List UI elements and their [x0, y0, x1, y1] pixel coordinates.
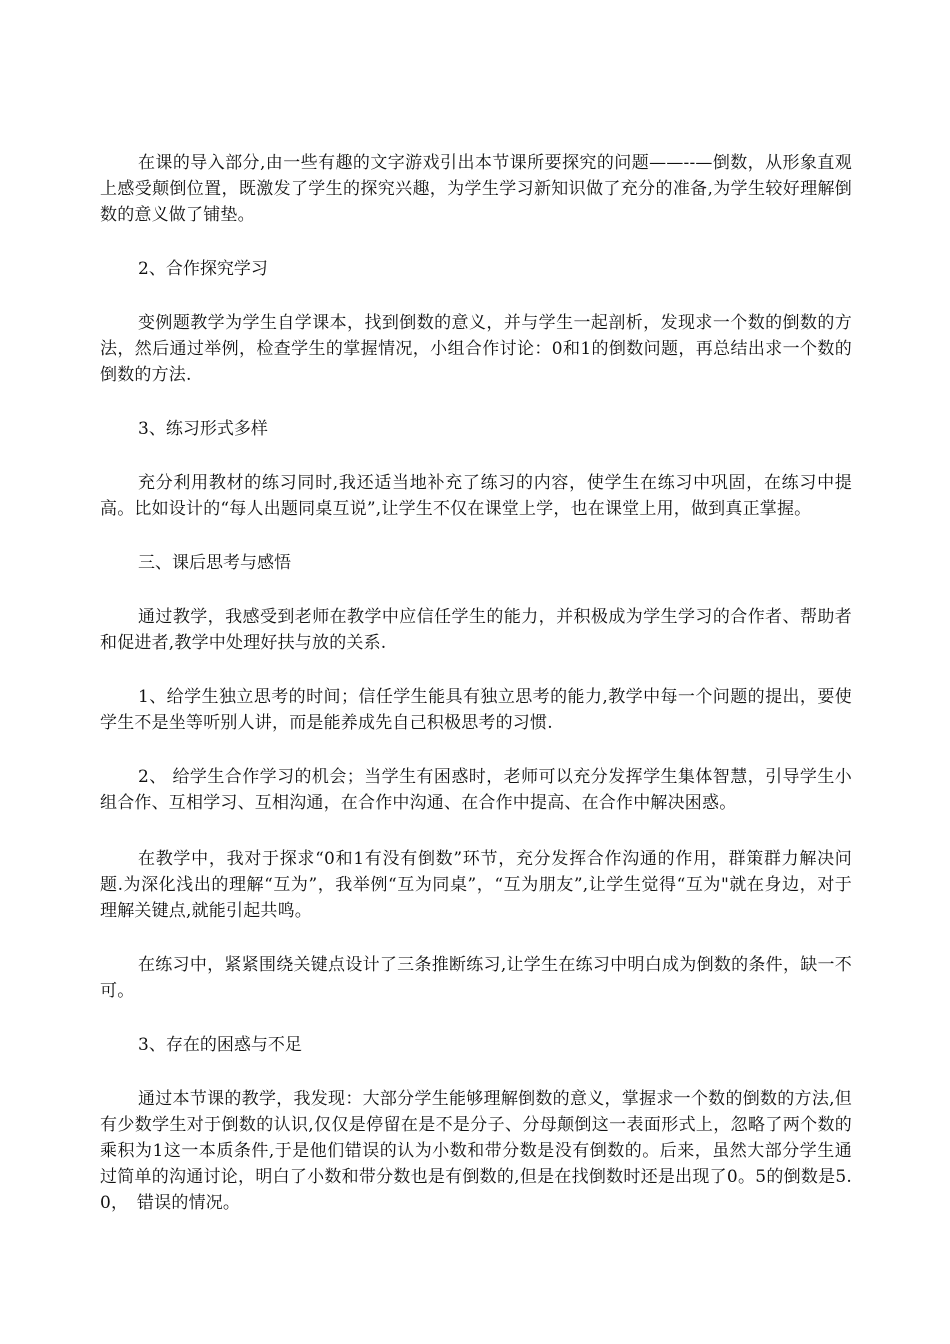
intro-paragraph: 在课的导入部分,由一些有趣的文字游戏引出本节课所要探究的问题——--—倒数，从形象直观上感受颠倒位置，既激发了学生的探究兴趣，为学生学习新知识做了充分的准备,为学生较好理解倒数的意义做了铺垫。: [100, 153, 852, 225]
document-body: [100, 150, 852, 1216]
teaching-example-paragraph: 在教学中，我对于探求“0和1有没有倒数”环节，充分发挥合作沟通的作用，群策群力解决问题.为深化浅出的理解“互为”，我举例“互为同桌”，“互为朋友”,让学生觉得“互为"就在身边，对于理解关键点,就能引起共鸣。: [100, 849, 852, 921]
reflection-paragraph: 通过教学，我感受到老师在教学中应信任学生的能力，并积极成为学生学习的合作者、帮助者和促进者,教学中处理好扶与放的关系.: [100, 607, 852, 653]
section-heading-problems: 3、存在的困惑与不足: [138, 1035, 302, 1055]
cooperative-inquiry-paragraph: 变例题教学为学生自学课本，找到倒数的意义，并与学生一起剖析，发现求一个数的倒数的方法，然后通过举例，检查学生的掌握情况，小组合作讨论：0和1的倒数问题，再总结出求一个数的倒数的方法.: [100, 313, 852, 385]
problems-paragraph: 通过本节课的教学，我发现：大部分学生能够理解倒数的意义，掌握求一个数的倒数的方法,但有少数学生对于倒数的认识,仅仅是停留在是不是分子、分母颠倒这一表面形式上，忽略了两个数的乘积为1这一本质条件,于是他们错误的认为小数和带分数是没有倒数的。后来，虽然大部分学生通过简单的沟通讨论，明白了小数和带分数也是有倒数的,但是在找倒数时还是出现了0。5的倒数是5.0， 错误的情况。: [100, 1089, 852, 1213]
cooperative-learning-paragraph: 2、 给学生合作学习的机会；当学生有困惑时，老师可以充分发挥学生集体智慧，引导学生小组合作、互相学习、互相沟通，在合作中沟通、在合作中提高、在合作中解决困惑。: [100, 767, 852, 813]
section-heading-practice-forms: 3、练习形式多样: [138, 419, 268, 439]
practice-key-points-paragraph: 在练习中，紧紧围绕关键点设计了三条推断练习,让学生在练习中明白成为倒数的条件，缺一不可。: [100, 955, 852, 1001]
section-heading-cooperative-inquiry: 2、合作探究学习: [138, 259, 268, 279]
independent-thinking-paragraph: 1、给学生独立思考的时间；信任学生能具有独立思考的能力,教学中每一个问题的提出，要使学生不是坐等听别人讲，而是能养成先自己积极思考的习惯.: [100, 687, 852, 733]
practice-forms-paragraph: 充分利用教材的练习同时,我还适当地补充了练习的内容，使学生在练习中巩固，在练习中提高。比如设计的“每人出题同桌互说”,让学生不仅在课堂上学，也在课堂上用，做到真正掌握。: [100, 473, 852, 519]
section-heading-reflection: 三、课后思考与感悟: [138, 553, 291, 573]
